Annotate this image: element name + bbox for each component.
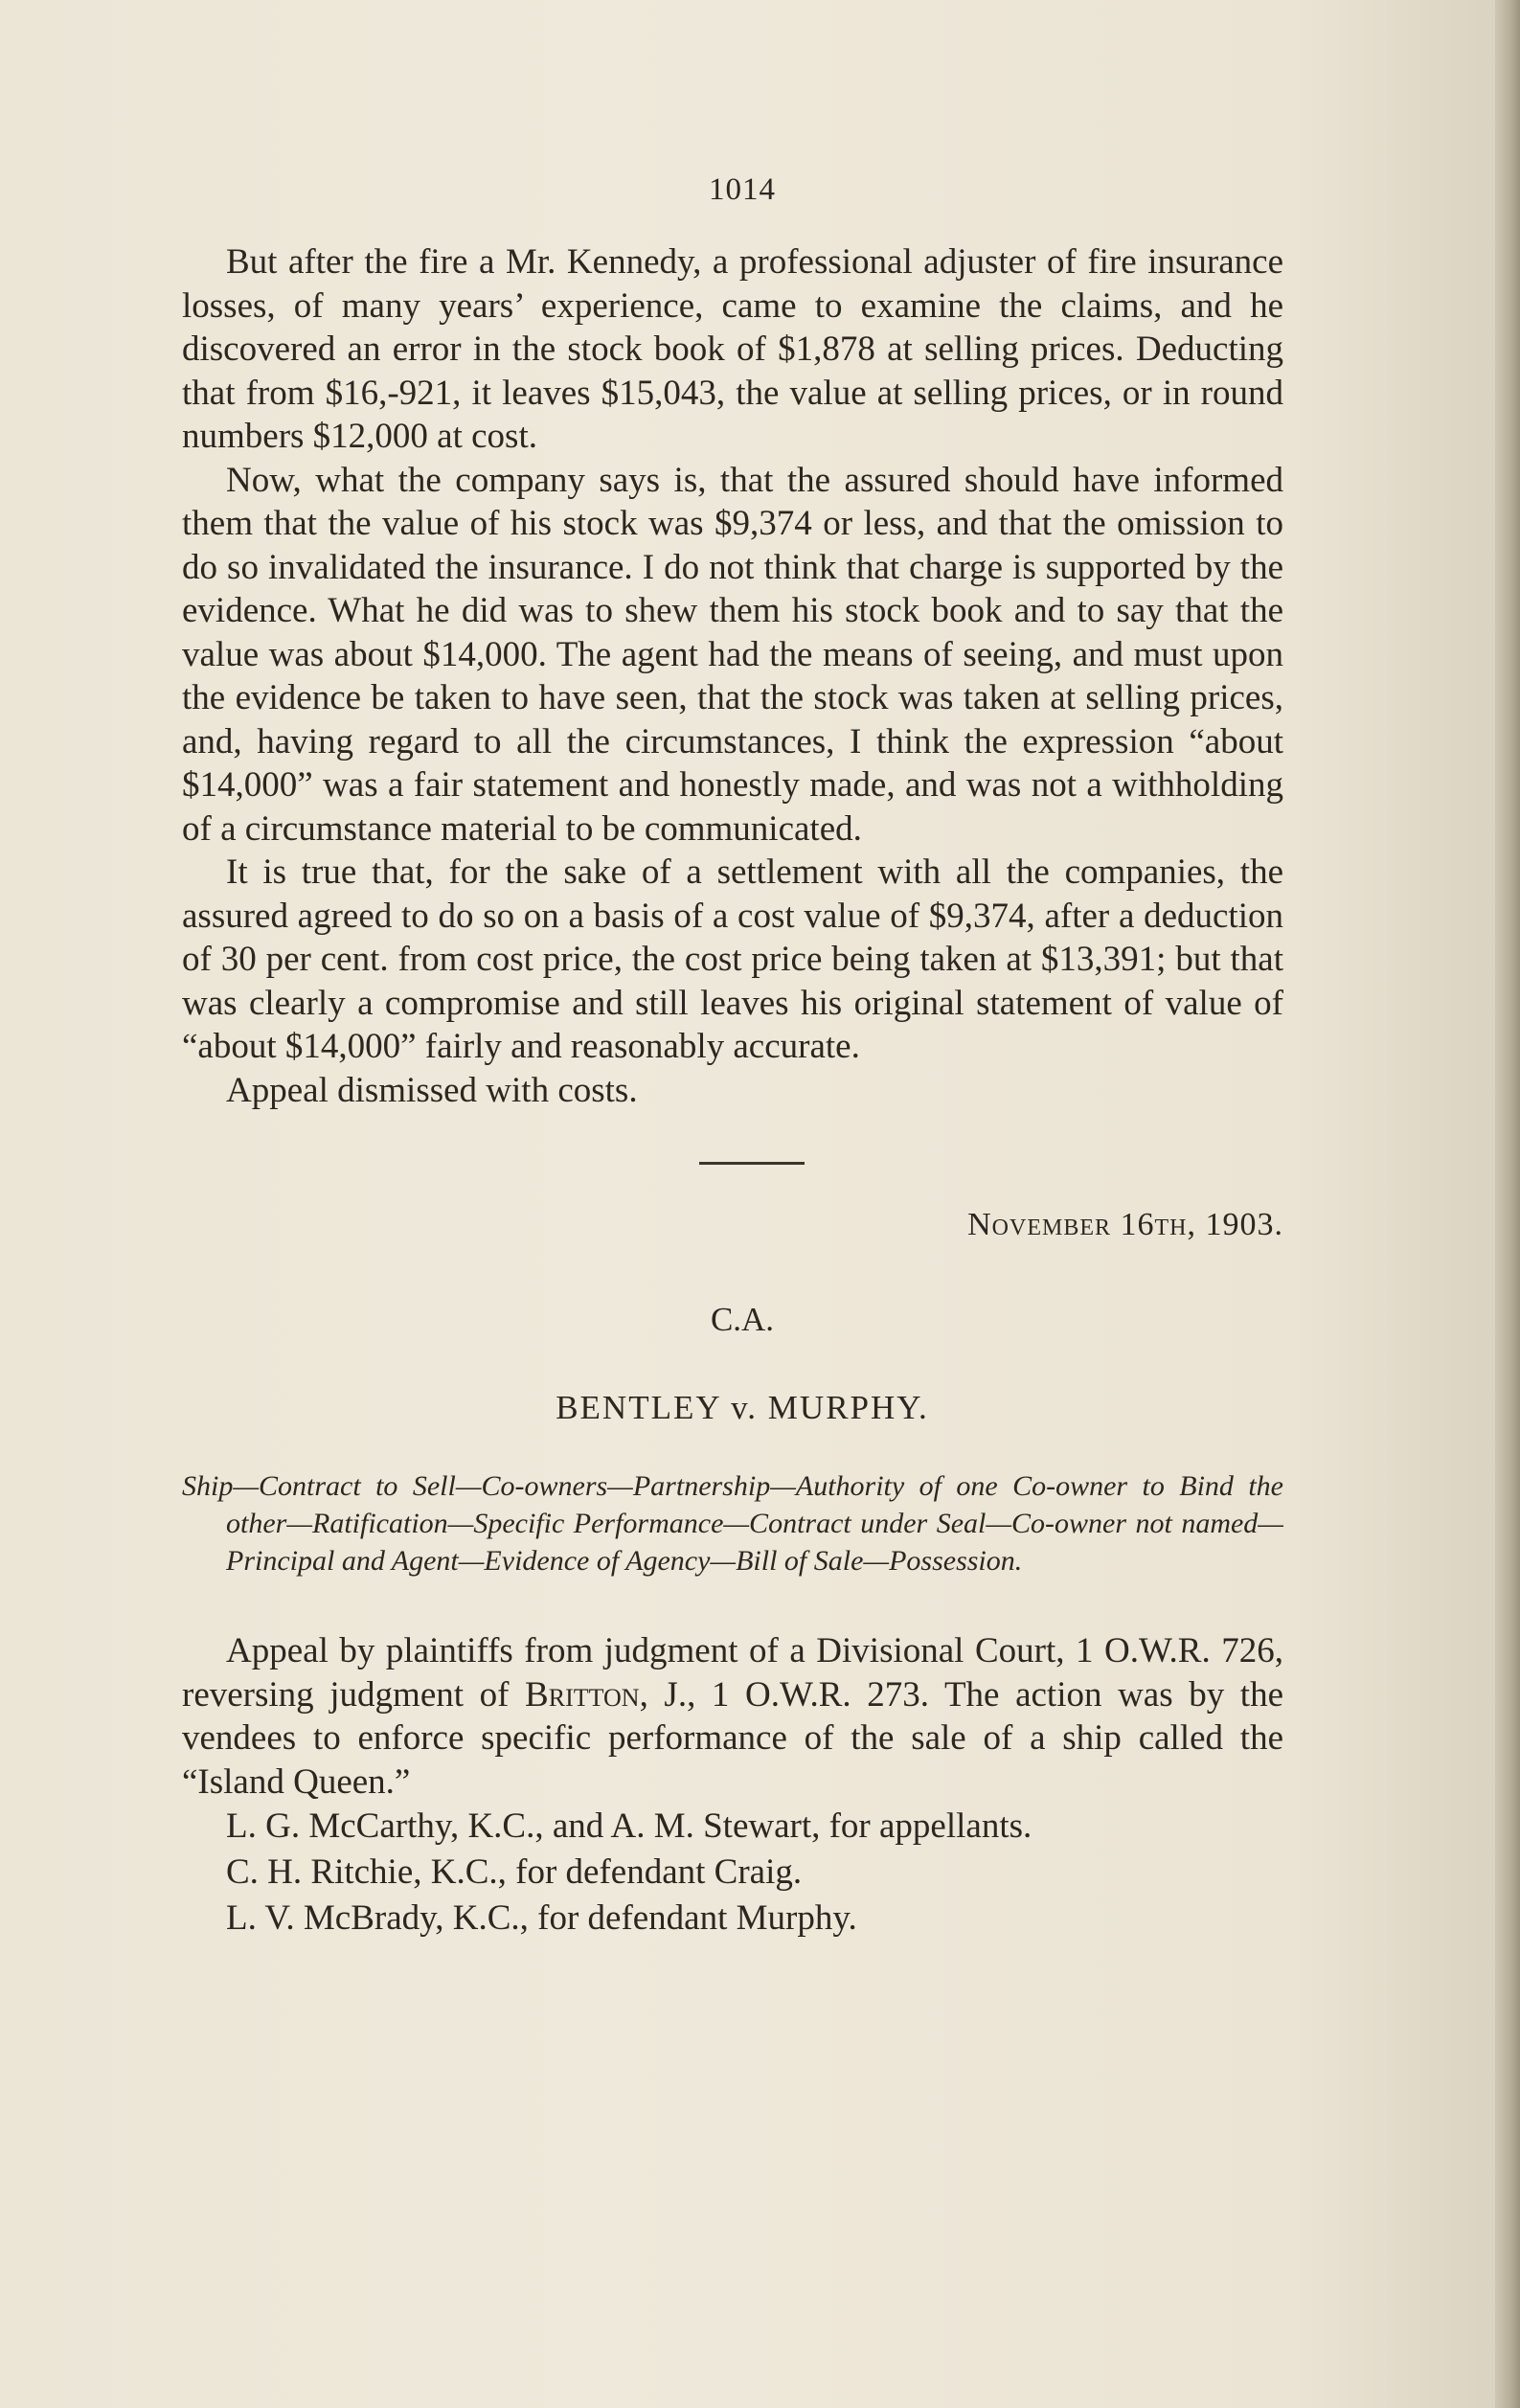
paragraph-adjuster: But after the fire a Mr. Kennedy, a professional adjuster of fire insurance losses, of many years’ experience, came to examine the claims, and he discovered an error in the stock book of $1,878 at selling prices. Deducting that from $16,-921, it leaves $15,043, the value at selling prices, or in round numbers $12,000 at cost. (182, 242, 1283, 456)
counsel-appellants: L. G. McCarthy, K.C., and A. M. Stewart, for appellants. (226, 1806, 1032, 1846)
disposition-line: Appeal dismissed with costs. (226, 1070, 638, 1110)
appeal-text-after: , J., 1 O.W.R. 273. The action was by the vendees to enforce specific performance of the sale of a ship called the “Island Queen.” (182, 1674, 1284, 1802)
case-title: BENTLEY v. MURPHY. (556, 1389, 929, 1426)
counsel-defendant-craig: C. H. Ritchie, K.C., for defendant Craig. (226, 1852, 803, 1892)
headnote-keywords: Ship—Contract to Sell—Co-owners—Partnership—Authority of one Co-owner to Bind the other—Ratification—Specific Performance—Contract under Seal—Co-owner not named—Principal and Agent—Evidence of Agency—Bill of Sale—Possession. (182, 1470, 1283, 1577)
page-content (182, 172, 1283, 1942)
section-divider (699, 1162, 805, 1165)
page-edge-shadow (1495, 0, 1520, 2408)
paragraph-appeal (182, 1629, 1283, 1804)
appeal-text-before: Appeal by plaintiffs from judgment of a Divisional Court, 1 O.W.R. 726, reversing judgment of (182, 1631, 1283, 1715)
paragraph-company-claim: Now, what the company says is, that the assured should have informed them that the value of his stock was $9,374 or less, and that the omission to do so invalidated the insurance. I do not think that charge is supported by the evidence. What he did was to shew them his stock book and to say that the value was about $14,000. The agent had the means of seeing, and must upon the evidence be taken to have seen, that the stock was taken at selling prices, and, having regard to all the circumstances, I think the expression “about $14,000” was a fair statement and honestly made, and was not a withholding of a circumstance material to be communicated. (182, 460, 1283, 849)
court-designation: C.A. (710, 1301, 775, 1338)
paragraph-settlement: It is true that, for the sake of a settlement with all the companies, the assured agreed to do so on a basis of a cost value of $9,374, after a deduction of 30 per cent. from cost price, the cost price being taken at $13,391; but that was clearly a compromise and still leaves his original statement of value of “about $14,000” fairly and reasonably accurate. (182, 852, 1283, 1066)
decision-date: November 16th, 1903. (967, 1207, 1283, 1242)
judge-name: Britton (525, 1674, 640, 1715)
counsel-defendant-murphy: L. V. McBrady, K.C., for defendant Murphy. (226, 1898, 857, 1938)
page-number: 1014 (709, 172, 776, 207)
